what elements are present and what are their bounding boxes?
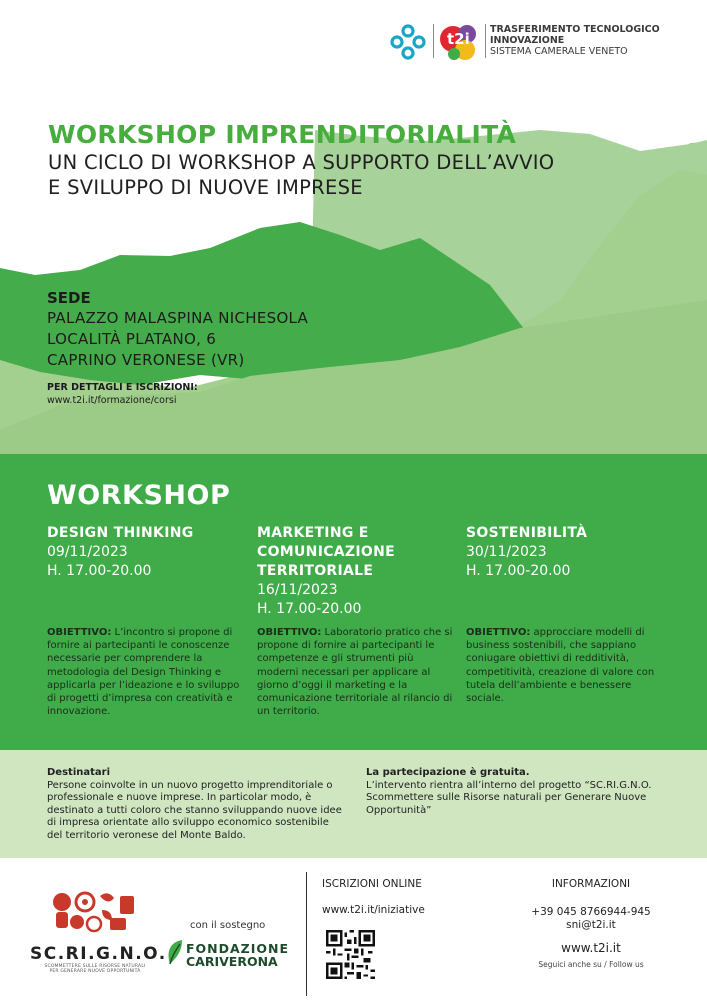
audience-block (47, 767, 347, 842)
header-separator (433, 24, 434, 58)
workshop-name: MARKETING E COMUNICAZIONE TERRITORIALE (257, 525, 395, 579)
workshop-date: 30/11/2023 (466, 544, 547, 560)
workshop-name: SOSTENIBILITÀ (466, 525, 588, 541)
info-section (0, 750, 707, 858)
fondazione-line1: FONDAZIONE (186, 941, 290, 956)
objective-text: Laboratorio pratico che si propone di fornire ai partecipanti le competenze e gli strumenti più moderni necessari per applicare al giorno d’oggi il marketing e la comunicazione territoriale al rilancio di un territorio. (257, 627, 453, 718)
header-logos (388, 20, 688, 62)
workshop-heading: WORKSHOP (47, 480, 231, 511)
participation-block (366, 767, 666, 817)
details-label: PER DETTAGLI E ISCRIZIONI: (47, 382, 198, 393)
footer-divider (306, 872, 307, 996)
workshop-objective (466, 626, 664, 705)
website-link[interactable]: www.t2i.it (561, 941, 621, 955)
registration-title: ISCRIZIONI ONLINE (322, 878, 422, 890)
tagline-bar (485, 24, 486, 58)
workshop-objective (257, 626, 455, 718)
venue-line3: CAPRINO VERONESE (VR) (47, 351, 245, 369)
fondazione-text (186, 942, 289, 968)
scrigno-wordmark: SC.RI.G.N.O. (30, 944, 167, 964)
venue-line2: LOCALITÀ PLATANO, 6 (47, 330, 217, 348)
tagline-line2: INNOVAZIONE (490, 35, 565, 46)
fondazione-leaf-icon (166, 938, 186, 968)
details-link[interactable]: www.t2i.it/formazione/corsi (47, 395, 177, 406)
email-link[interactable]: sni@t2i.it (566, 919, 616, 931)
t2i-logo-icon (439, 22, 483, 62)
online-registration (322, 878, 425, 916)
workshop-date: 09/11/2023 (47, 544, 128, 560)
objective-text: approcciare modelli di business sostenibili, che sappiano coniugare obiettivi di redditività, competitività, creazione di valore con tutela dell’ambiente e benessere sociale. (466, 627, 655, 705)
t2i-tagline (490, 24, 660, 57)
scrigno-emblem-icon (30, 888, 160, 938)
contact-info (506, 878, 676, 971)
venue-label: SEDE (47, 289, 91, 307)
venue-block (47, 288, 308, 407)
scrigno-tagline2: PER GENERARE NUOVE OPPORTUNITÀ (49, 969, 141, 974)
title-block (48, 120, 554, 200)
tagline-line3: SISTEMA CAMERALE VENETO (490, 46, 628, 57)
audience-text: Persone coinvolte in un nuovo progetto imprenditoriale o professionale e nuove imprese. In particolar modo, è destinato a tutti coloro che stanno sviluppando nuove idee di impresa orientate allo sviluppo economico sostenibile del territorio veronese del Monte Baldo. (47, 779, 342, 841)
objective-text: L’incontro si propone di fornire ai partecipanti le conoscenze necessarie per comprendere la metodologia del Design Thinking e applicarla per l’ideazione e lo sviluppo di progetti d’impresa con creatività e innovazione. (47, 627, 240, 718)
tagline-line1: TRASFERIMENTO TECNOLOGICO (490, 24, 660, 35)
subtitle-line2: E SVILUPPO DI NUOVE IMPRESE (48, 176, 363, 199)
support-label: con il sostegno (190, 920, 266, 931)
objective-label: OBIETTIVO: (466, 627, 531, 638)
scrigno-tagline1: SCOMMETTERE SULLE RISORSE NATURALI (44, 964, 146, 969)
info-title: INFORMAZIONI (551, 878, 631, 890)
workshop-time: H. 17.00-20.00 (257, 601, 362, 617)
subtitle-line1: UN CICLO DI WORKSHOP A SUPPORTO DELL’AVVIO (48, 151, 555, 174)
main-title: WORKSHOP IMPRENDITORIALITÀ (48, 120, 517, 149)
audience-title: Destinatari (47, 767, 110, 778)
workshop-name: DESIGN THINKING (47, 525, 194, 541)
workshop-time: H. 17.00-20.00 (466, 563, 571, 579)
workshop-item-sostenibilita (466, 524, 664, 705)
objective-label: OBIETTIVO: (257, 627, 322, 638)
workshop-item-marketing (257, 524, 455, 718)
workshop-objective (47, 626, 245, 718)
workshop-section (0, 454, 707, 750)
workshop-date: 16/11/2023 (257, 582, 338, 598)
qr-code-icon[interactable] (326, 930, 375, 979)
participation-text: L’intervento rientra all’interno del progetto “SC.RI.G.N.O. Scommettere sulle Risorse naturali per Generare Nuove Opportunità” (366, 779, 652, 816)
workshop-time: H. 17.00-20.00 (47, 563, 152, 579)
svg-text:t2i: t2i (447, 30, 470, 48)
registration-link[interactable]: www.t2i.it/iniziative (322, 904, 425, 916)
workshop-item-design-thinking (47, 524, 245, 718)
venue-line1: PALAZZO MALASPINA NICHESOLA (47, 309, 309, 327)
fondazione-line2: CARIVERONA (186, 954, 278, 969)
scrigno-logo (30, 888, 167, 974)
camera-commercio-logo-icon (388, 22, 428, 62)
phone-number[interactable]: +39 045 8766944-945 (531, 906, 651, 918)
follow-us-label: Seguici anche su / Follow us (538, 960, 644, 969)
footer (0, 858, 707, 1000)
objective-label: OBIETTIVO: (47, 627, 112, 638)
participation-title: La partecipazione è gratuita. (366, 767, 530, 778)
